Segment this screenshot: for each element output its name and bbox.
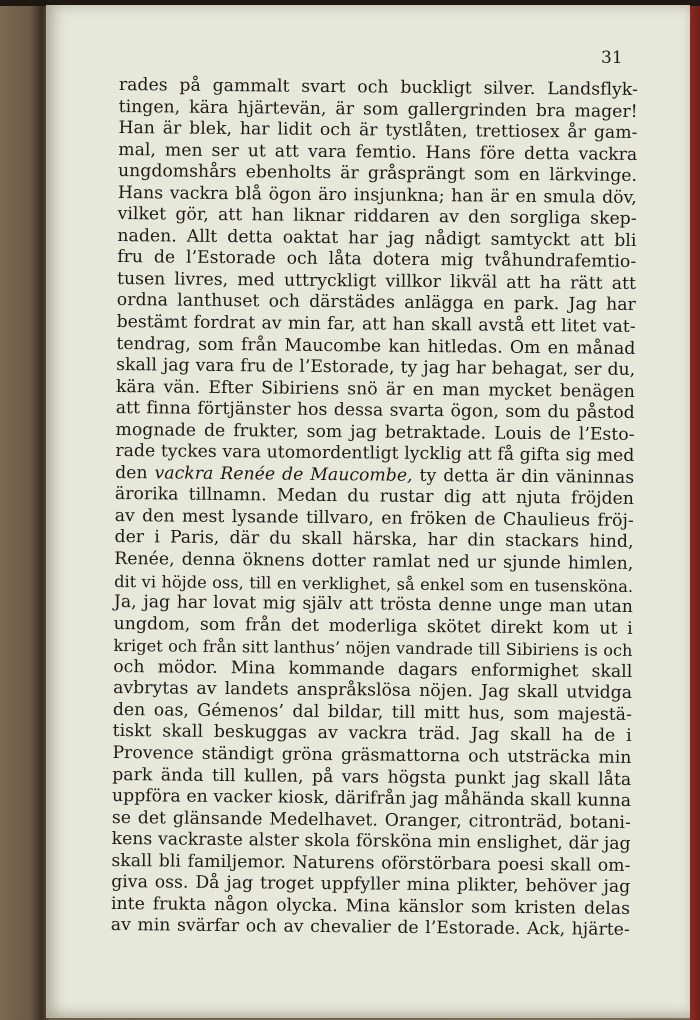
text-line: att finna förtjänster hos dessa svarta ögon, som du påstod xyxy=(115,398,635,424)
text-line: skall bli familjemor. Naturens oförstörbara poesi skall om- xyxy=(111,850,631,876)
text-line: dit vi höjde oss, till en verklighet, så enkel som en tusensköna. xyxy=(114,571,634,596)
text-line: vilket gör, att han liknar riddaren av den sorgliga skep- xyxy=(117,204,637,230)
text-line: kära vän. Efter Sibiriens snö är en man mycket benägen xyxy=(115,376,636,402)
text-line: kens vackraste alster skola försköna min enslighet, där jag xyxy=(111,829,631,855)
text-line: ordna lanthuset och därstädes anlägga en park. Jag har xyxy=(116,290,636,316)
text-line: ungdom, som från det moderliga skötet direkt kom ut i xyxy=(113,613,633,639)
text-line: tiskt skall beskuggas av vackra träd. Jag skall ha de i xyxy=(112,721,632,747)
text-line: kriget och från sitt lanthus’ nöjen vandrade till Sibiriens is och xyxy=(113,636,633,661)
book-page xyxy=(46,5,690,1018)
text-line: rades på gammalt svart och buckligt silver. Landsflyk- xyxy=(118,75,638,100)
text-line: bestämt fordrat av min far, att han skall avstå ett litet vat- xyxy=(116,312,636,337)
page-number: 31 xyxy=(601,48,623,68)
text-line: naden. Allt detta oaktat har jag nådigt samtyckt att bli xyxy=(117,225,637,251)
text-line: giva oss. Då jag troget uppfyller mina plikter, behöver jag xyxy=(111,872,631,898)
text-line: tusen livres, med uttryckligt villkor likväl att ha rätt att xyxy=(116,268,637,294)
text-line: fru de l’Estorade och låta dotera mig tvåhundrafemtio- xyxy=(117,247,637,273)
text-line-pre: den xyxy=(115,462,155,484)
text-line: inte frukta någon olycka. Mina känslor som kristen delas xyxy=(110,893,631,919)
text-line: Provence ständigt gröna gräsmattorna och utsträcka min xyxy=(112,742,632,768)
text-line: se det glänsande Medelhavet. Oranger, citronträd, botani- xyxy=(111,807,631,833)
text-line: Renée, denna öknens dotter ramlat ned ur sjunde himlen, xyxy=(114,549,634,574)
text-line: uppföra en vacker kiosk, därifrån jag måhända skall kunna xyxy=(111,786,632,811)
text-line: och mödor. Mina kommande dagars enformighet skall xyxy=(113,656,633,682)
text-line: ärorika tillnamn. Medan du rustar dig att njuta fröjden xyxy=(114,484,635,510)
text-line: tendrag, som från Maucombe kan hitledas. Om en månad xyxy=(116,333,636,359)
text-line: der i Paris, där du skall härska, har din stackars hind, xyxy=(114,527,634,553)
text-line: Han är blek, har lidit och är tystlåten, trettiosex år gam- xyxy=(118,118,638,144)
body-text xyxy=(111,75,638,942)
text-line: av min svärfar och av chevalier de l’Estorade. Ack, hjärte- xyxy=(110,915,630,941)
text-line: skall jag vara fru de l’Estorade, ty jag har behagat, ser du, xyxy=(116,355,636,381)
text-line-post: ty detta är din väninnas xyxy=(412,465,635,488)
italic-name: vackra Renée de Maucombe, xyxy=(154,463,413,486)
text-line: mognade de frukter, som jag betraktade. Louis de l’Esto- xyxy=(115,419,635,445)
text-line: park ända till kullen, på vars högsta punkt jag skall låta xyxy=(112,764,632,790)
text-line: den oas, Gémenos’ dal bildar, till mitt hus, som majestä- xyxy=(112,699,632,725)
text-line: Hans vackra blå ögon äro insjunkna; han är en smula döv, xyxy=(117,182,637,208)
text-line: Ja, jag har lovat mig själv att trösta denne unge man utan xyxy=(113,592,634,618)
text-line: mal, men ser ut att vara femtio. Hans före detta vackra xyxy=(118,139,638,165)
text-line: tingen, kära hjärtevän, är som gallergrinden bra mager! xyxy=(118,96,638,122)
text-line: avbrytas av landets anspråkslösa nöjen. Jag skall utvidga xyxy=(113,678,633,704)
text-line: av den mest lysande tillvaro, en fröken de Chaulieus fröj- xyxy=(114,505,634,531)
text-line: ungdomshårs ebenholts är gråsprängt som en lärkvinge. xyxy=(117,161,638,187)
text-line: rade tyckes vara utomordentligt lycklig att få gifta sig med xyxy=(115,441,635,467)
